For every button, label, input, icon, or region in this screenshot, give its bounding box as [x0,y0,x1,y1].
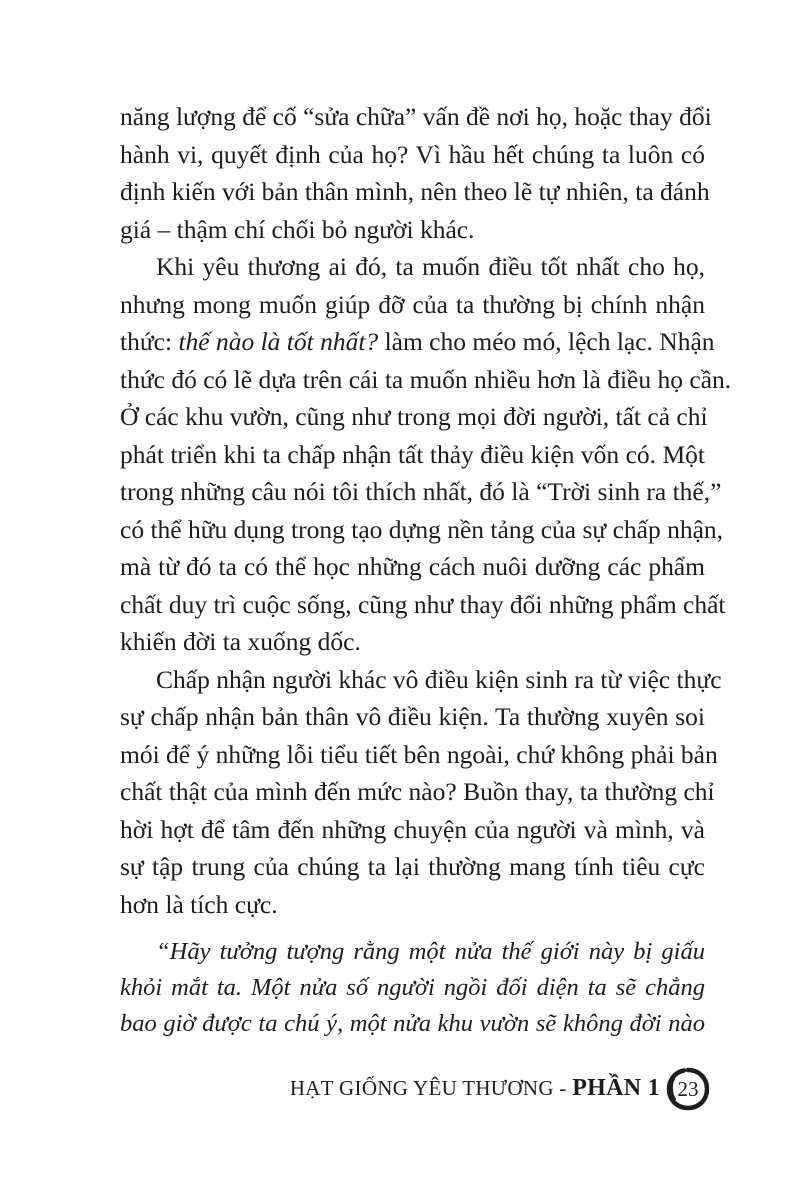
italic-phrase: thế nào là tốt nhất? [178,327,379,356]
text-line: Chấp nhận người khác vô điều kiện sinh ra từ việc thực [156,664,722,694]
text-line: sự tập trung của chúng ta lại thường mang tính tiêu cực [120,852,705,881]
text-line: thức đó có lẽ dựa trên cái ta muốn nhiều hơn là điều họ cần. [120,364,732,394]
text-line: Ở các khu vườn, cũng như trong mọi đời người, tất cả chỉ [120,402,708,431]
text-line: chất thật của mình đến mức nào? Buồn thay, ta thường chỉ [120,777,715,806]
text-line: phát triển khi ta chấp nhận tất thảy điều kiện vốn có. Một [120,439,705,469]
text-line: mói để ý những lỗi tiểu tiết bên ngoài, chứ không phải bản [120,739,718,769]
block-quote [120,934,705,1042]
text-fragment: làm cho méo mó, lệch lạc. Nhận [378,327,715,356]
quote-line: bao giờ được ta chú ý, một nửa khu vườn sẽ không đời nào [120,1010,705,1037]
text-line: hơn là tích cực. [120,889,278,919]
text-line: định kiến với bản thân mình, nên theo lẽ tự nhiên, ta đánh [120,177,710,206]
text-line: trong những câu nói tôi thích nhất, đó là “Trời sinh ra thế,” [120,477,722,506]
page-number: 23 [677,1077,699,1101]
text-line-with-italic [120,323,715,361]
text-line: Khi yêu thương ai đó, ta muốn điều tốt nhất cho họ, [156,252,705,281]
text-line: hời hợt để tâm đến những chuyện của người và mình, và [120,814,705,844]
text-line: khiến đời ta xuống dốc. [120,627,361,656]
footer-separator: - [553,1076,573,1100]
text-line: năng lượng để cố “sửa chữa” vấn đề nơi họ, hoặc thay đổi [120,102,712,131]
text-fragment: thức: [120,327,179,356]
body-text [120,98,732,923]
text-line: mà từ đó ta có thể học những cách nuôi dưỡng các phẩm [120,552,705,581]
book-title: HẠT GIỐNG YÊU THƯƠNG [289,1076,554,1100]
page-footer [0,1067,800,1111]
text-line: hành vi, quyết định của họ? Vì hầu hết chúng ta luôn có [120,139,705,169]
running-footer-title [290,1075,660,1102]
text-line: nhưng mong muốn giúp đỡ của ta thường bị chính nhận [120,289,705,319]
text-line: có thể hữu dụng trong tạo dựng nền tảng của sự chấp nhận, [120,514,724,544]
text-line: giá – thậm chí chối bỏ người khác. [120,214,475,244]
quote-line: khỏi mắt ta. Một nửa số người ngồi đối diện ta sẽ chẳng [120,974,705,1001]
part-label: PHẦN 1 [572,1075,660,1101]
quote-line: “Hãy tưởng tượng rằng một nửa thế giới này bị giấu [156,938,705,965]
text-line: chất duy trì cuộc sống, cũng như thay đổi những phẩm chất [120,589,726,619]
text-line: sự chấp nhận bản thân vô điều kiện. Ta thường xuyên soi [120,702,705,731]
